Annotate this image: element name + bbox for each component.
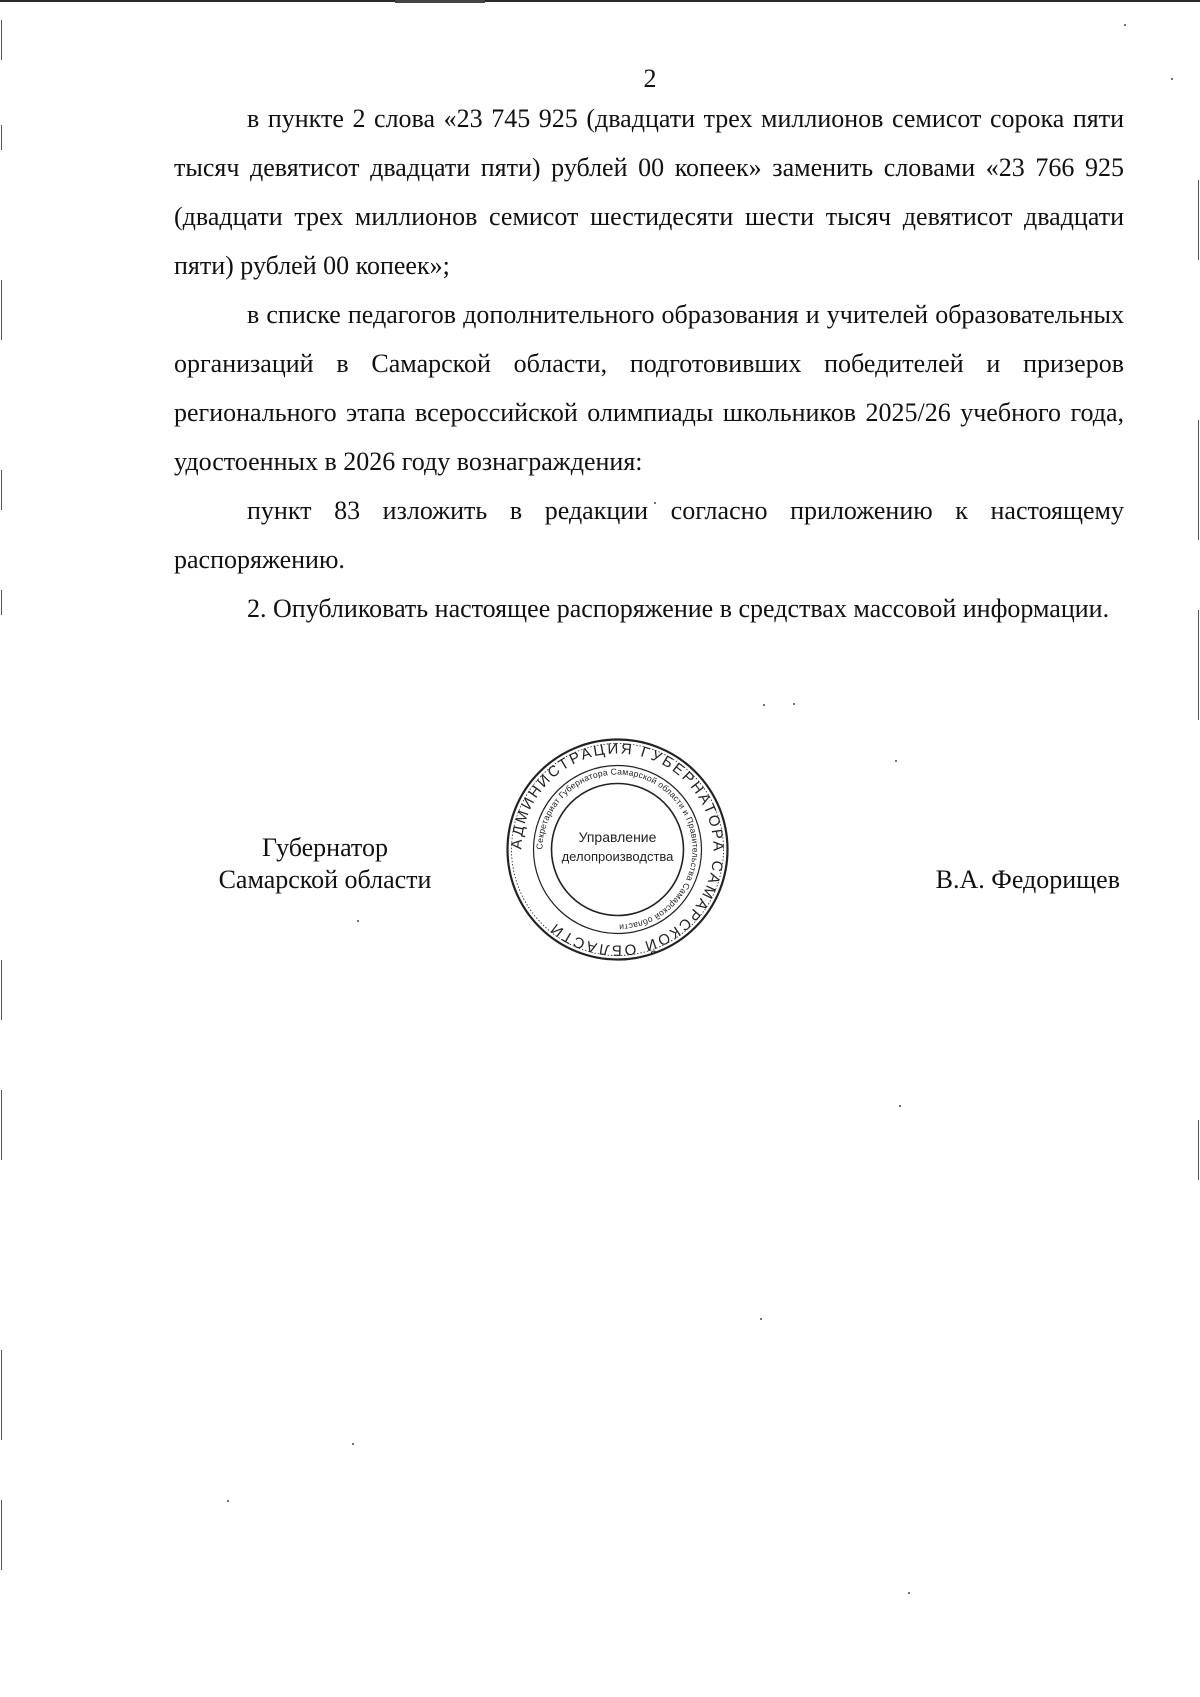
left-scan-edge	[1, 1350, 2, 1440]
left-scan-edge	[1, 960, 2, 1020]
left-scan-edge	[1, 1090, 2, 1160]
paragraph-teachers-list: в списке педагогов дополнительного образования и учителей образовательных организаций в Самарской области, подготовивших победителей и призеров регионального этапа всероссийской олимпиады школьников 2025/26 учебного года, удостоенных в 2026 году вознаграждения:	[174, 300, 1124, 476]
right-scan-edge	[1198, 610, 1199, 720]
right-scan-edge	[1198, 180, 1199, 260]
left-scan-edge	[1, 470, 2, 510]
left-scan-edge	[1, 20, 2, 60]
signatory-title-line: Губернатор	[262, 833, 388, 862]
seal-inner-text: Секретариат Губернатора Самарской области и Правительства Самарской области	[534, 766, 701, 933]
seal-stamp	[505, 737, 730, 962]
seal-outer-text: АДМИНИСТРАЦИЯ ГУБЕРНАТОРА САМАРСКОЙ ОБЛАСТИ	[508, 740, 727, 959]
paragraph-publish: 2. Опубликовать настоящее распоряжение в средствах массовой информации.	[247, 594, 1110, 623]
scan-speck	[1124, 24, 1126, 26]
left-scan-edge	[1, 280, 2, 340]
left-scan-edge	[1, 1500, 2, 1570]
left-scan-edge	[1, 125, 2, 150]
signatory-title	[190, 832, 460, 896]
signatory-name: В.А. Федорищев	[935, 865, 1120, 894]
scan-speck	[763, 704, 765, 706]
seal-center-line: Управление	[578, 829, 657, 845]
signatory-title-line: Самарской области	[218, 865, 432, 894]
scan-speck	[793, 703, 795, 705]
right-scan-edge	[1198, 420, 1199, 540]
official-seal	[505, 737, 730, 962]
paragraph-amount-change: в пункте 2 слова «23 745 925 (двадцати трех миллионов семисот сорока пяти тысяч девятисот двадцати пяти) рублей 00 копеек» заменить словами «23 766 925 (двадцати трех миллионов семисот шестидесяти шести тысяч девятисот двадцати пяти) рублей 00 копеек»;	[174, 104, 1124, 280]
scan-speck	[352, 1443, 354, 1445]
scan-speck	[227, 1500, 229, 1502]
document-body	[174, 94, 1124, 633]
scan-speck	[908, 1592, 910, 1594]
top-scan-edge	[0, 0, 1200, 2]
scan-speck	[899, 1105, 901, 1107]
left-scan-edge	[1, 590, 2, 615]
scan-speck	[760, 1318, 762, 1320]
page-number: 2	[643, 64, 657, 93]
scan-speck	[895, 760, 897, 762]
right-scan-edge	[1198, 1120, 1199, 1180]
paragraph-item-83: пункт 83 изложить в редакции согласно приложению к настоящему распоряжению.	[174, 496, 1124, 574]
seal-center-line: делопроизводства	[561, 849, 674, 864]
top-scan-mark	[395, 0, 485, 3]
